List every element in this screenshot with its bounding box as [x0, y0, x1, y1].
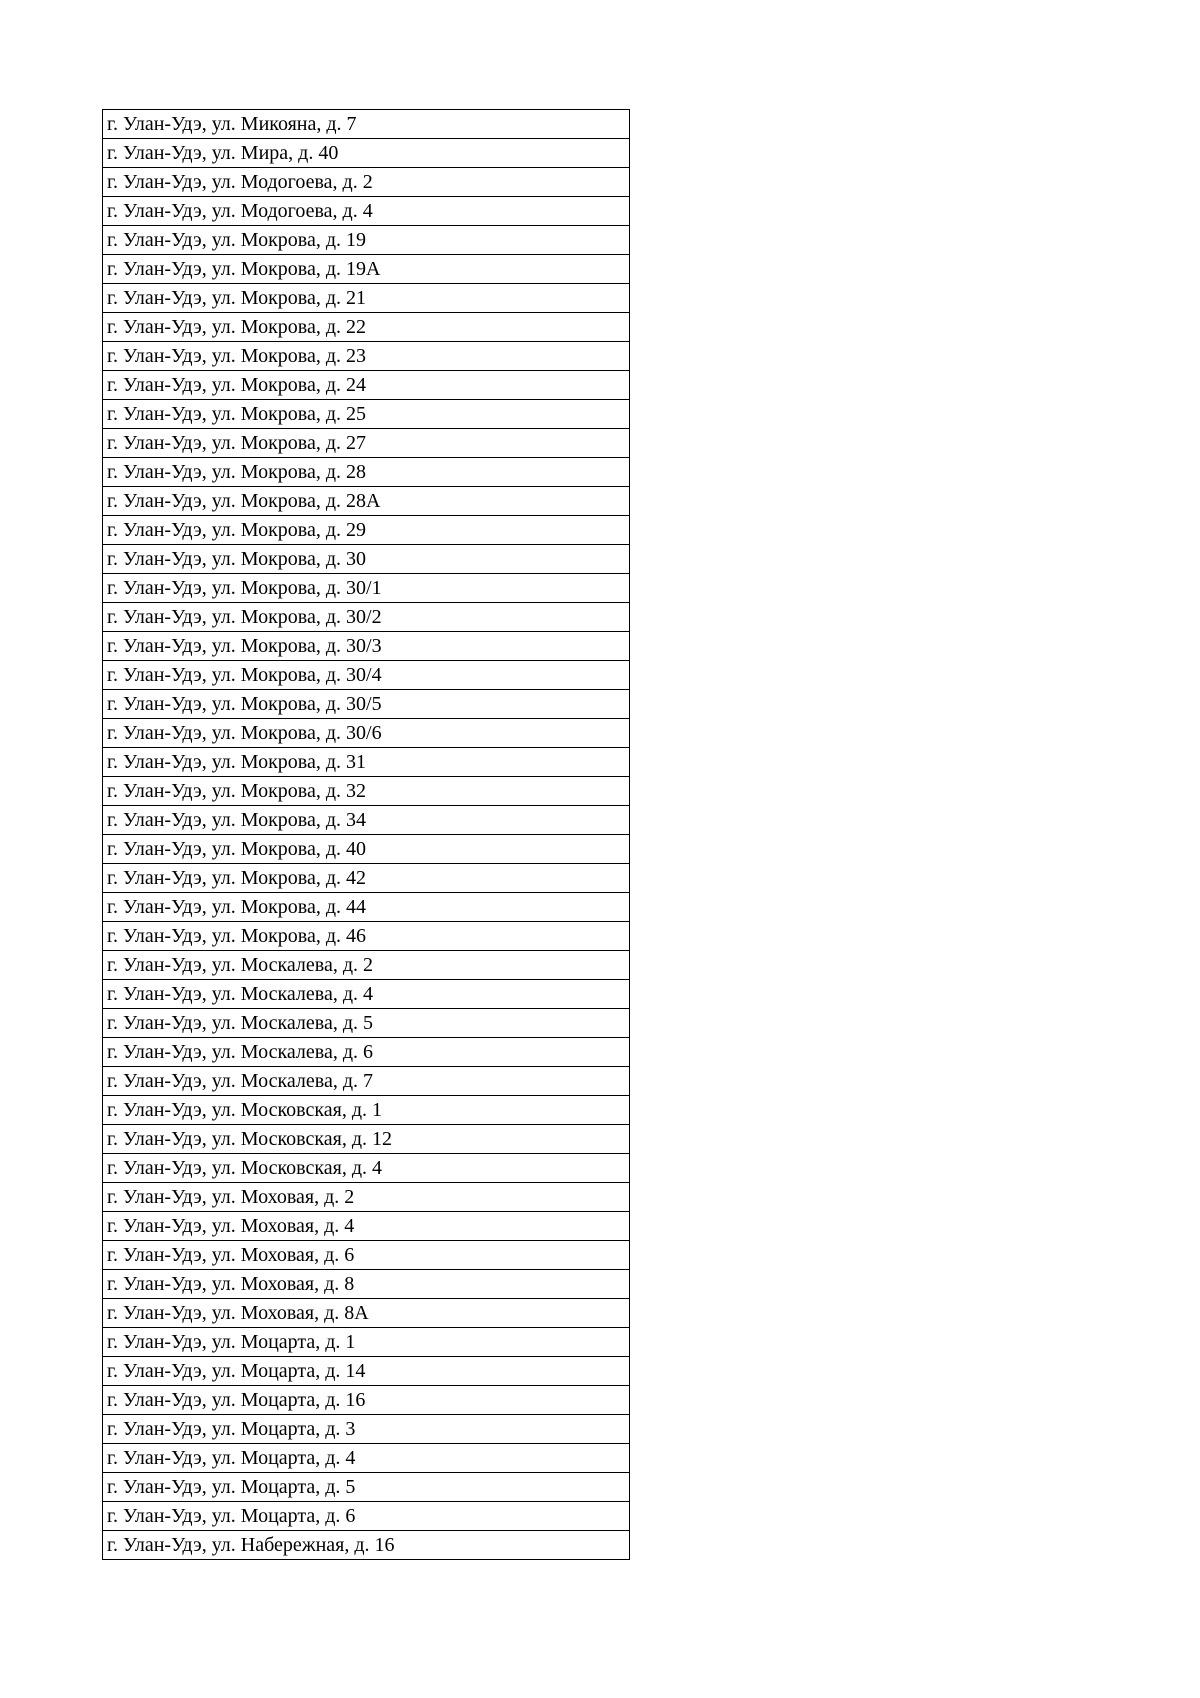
- address-cell: г. Улан-Удэ, ул. Мокрова, д. 31: [103, 748, 630, 777]
- address-cell: г. Улан-Удэ, ул. Мокрова, д. 29: [103, 516, 630, 545]
- table-row: [103, 429, 630, 458]
- address-table-body: [103, 110, 630, 1560]
- address-cell: г. Улан-Удэ, ул. Москалева, д. 7: [103, 1067, 630, 1096]
- address-cell: г. Улан-Удэ, ул. Московская, д. 12: [103, 1125, 630, 1154]
- address-cell: г. Улан-Удэ, ул. Мокрова, д. 24: [103, 371, 630, 400]
- address-cell: г. Улан-Удэ, ул. Мокрова, д. 27: [103, 429, 630, 458]
- address-cell: г. Улан-Удэ, ул. Модогоева, д. 2: [103, 168, 630, 197]
- address-cell: г. Улан-Удэ, ул. Моцарта, д. 14: [103, 1357, 630, 1386]
- address-cell: г. Улан-Удэ, ул. Москалева, д. 4: [103, 980, 630, 1009]
- table-row: [103, 748, 630, 777]
- table-row: [103, 1038, 630, 1067]
- address-cell: г. Улан-Удэ, ул. Мокрова, д. 25: [103, 400, 630, 429]
- address-cell: г. Улан-Удэ, ул. Моцарта, д. 3: [103, 1415, 630, 1444]
- address-cell: г. Улан-Удэ, ул. Мокрова, д. 21: [103, 284, 630, 313]
- table-row: [103, 690, 630, 719]
- table-row: [103, 545, 630, 574]
- table-row: [103, 458, 630, 487]
- table-row: [103, 1299, 630, 1328]
- table-row: [103, 313, 630, 342]
- address-cell: г. Улан-Удэ, ул. Москалева, д. 2: [103, 951, 630, 980]
- table-row: [103, 1473, 630, 1502]
- address-cell: г. Улан-Удэ, ул. Московская, д. 1: [103, 1096, 630, 1125]
- table-row: [103, 1357, 630, 1386]
- address-cell: г. Улан-Удэ, ул. Мокрова, д. 32: [103, 777, 630, 806]
- table-row: [103, 632, 630, 661]
- table-row: [103, 284, 630, 313]
- address-cell: г. Улан-Удэ, ул. Мокрова, д. 46: [103, 922, 630, 951]
- address-cell: г. Улан-Удэ, ул. Мокрова, д. 30/6: [103, 719, 630, 748]
- table-row: [103, 835, 630, 864]
- address-cell: г. Улан-Удэ, ул. Мокрова, д. 22: [103, 313, 630, 342]
- table-row: [103, 777, 630, 806]
- table-row: [103, 603, 630, 632]
- table-row: [103, 1067, 630, 1096]
- address-cell: г. Улан-Удэ, ул. Мокрова, д. 23: [103, 342, 630, 371]
- table-row: [103, 719, 630, 748]
- table-row: [103, 922, 630, 951]
- address-cell: г. Улан-Удэ, ул. Мокрова, д. 19: [103, 226, 630, 255]
- table-row: [103, 226, 630, 255]
- address-cell: г. Улан-Удэ, ул. Модогоева, д. 4: [103, 197, 630, 226]
- address-cell: г. Улан-Удэ, ул. Мокрова, д. 30/5: [103, 690, 630, 719]
- address-cell: г. Улан-Удэ, ул. Мокрова, д. 30/3: [103, 632, 630, 661]
- table-row: [103, 1212, 630, 1241]
- address-cell: г. Улан-Удэ, ул. Набережная, д. 16: [103, 1531, 630, 1560]
- address-cell: г. Улан-Удэ, ул. Моцарта, д. 16: [103, 1386, 630, 1415]
- address-cell: г. Улан-Удэ, ул. Москалева, д. 6: [103, 1038, 630, 1067]
- table-row: [103, 197, 630, 226]
- table-row: [103, 371, 630, 400]
- address-cell: г. Улан-Удэ, ул. Микояна, д. 7: [103, 110, 630, 139]
- address-cell: г. Улан-Удэ, ул. Москалева, д. 5: [103, 1009, 630, 1038]
- table-row: [103, 487, 630, 516]
- address-cell: г. Улан-Удэ, ул. Мокрова, д. 30/4: [103, 661, 630, 690]
- address-cell: г. Улан-Удэ, ул. Мира, д. 40: [103, 139, 630, 168]
- table-row: [103, 1444, 630, 1473]
- table-row: [103, 139, 630, 168]
- table-row: [103, 951, 630, 980]
- address-cell: г. Улан-Удэ, ул. Моховая, д. 4: [103, 1212, 630, 1241]
- table-row: [103, 1183, 630, 1212]
- address-cell: г. Улан-Удэ, ул. Мокрова, д. 42: [103, 864, 630, 893]
- table-row: [103, 893, 630, 922]
- address-cell: г. Улан-Удэ, ул. Моцарта, д. 1: [103, 1328, 630, 1357]
- table-row: [103, 864, 630, 893]
- address-cell: г. Улан-Удэ, ул. Мокрова, д. 19А: [103, 255, 630, 284]
- address-cell: г. Улан-Удэ, ул. Мокрова, д. 34: [103, 806, 630, 835]
- table-row: [103, 168, 630, 197]
- table-row: [103, 516, 630, 545]
- address-cell: г. Улан-Удэ, ул. Мокрова, д. 44: [103, 893, 630, 922]
- table-row: [103, 1096, 630, 1125]
- address-cell: г. Улан-Удэ, ул. Мокрова, д. 40: [103, 835, 630, 864]
- table-row: [103, 255, 630, 284]
- table-row: [103, 980, 630, 1009]
- address-cell: г. Улан-Удэ, ул. Мокрова, д. 30/1: [103, 574, 630, 603]
- table-row: [103, 342, 630, 371]
- address-table: [102, 109, 630, 1560]
- table-row: [103, 110, 630, 139]
- table-row: [103, 1502, 630, 1531]
- table-row: [103, 1125, 630, 1154]
- address-cell: г. Улан-Удэ, ул. Мокрова, д. 30/2: [103, 603, 630, 632]
- address-cell: г. Улан-Удэ, ул. Моховая, д. 2: [103, 1183, 630, 1212]
- table-row: [103, 661, 630, 690]
- table-row: [103, 1415, 630, 1444]
- table-row: [103, 806, 630, 835]
- table-row: [103, 1531, 630, 1560]
- table-row: [103, 400, 630, 429]
- address-cell: г. Улан-Удэ, ул. Моховая, д. 6: [103, 1241, 630, 1270]
- table-row: [103, 1386, 630, 1415]
- address-cell: г. Улан-Удэ, ул. Моцарта, д. 5: [103, 1473, 630, 1502]
- address-cell: г. Улан-Удэ, ул. Мокрова, д. 28А: [103, 487, 630, 516]
- address-cell: г. Улан-Удэ, ул. Моховая, д. 8: [103, 1270, 630, 1299]
- address-cell: г. Улан-Удэ, ул. Моцарта, д. 4: [103, 1444, 630, 1473]
- table-row: [103, 574, 630, 603]
- address-cell: г. Улан-Удэ, ул. Моховая, д. 8А: [103, 1299, 630, 1328]
- table-row: [103, 1241, 630, 1270]
- table-row: [103, 1154, 630, 1183]
- table-row: [103, 1009, 630, 1038]
- address-cell: г. Улан-Удэ, ул. Мокрова, д. 30: [103, 545, 630, 574]
- table-row: [103, 1270, 630, 1299]
- table-row: [103, 1328, 630, 1357]
- address-cell: г. Улан-Удэ, ул. Московская, д. 4: [103, 1154, 630, 1183]
- address-cell: г. Улан-Удэ, ул. Мокрова, д. 28: [103, 458, 630, 487]
- address-cell: г. Улан-Удэ, ул. Моцарта, д. 6: [103, 1502, 630, 1531]
